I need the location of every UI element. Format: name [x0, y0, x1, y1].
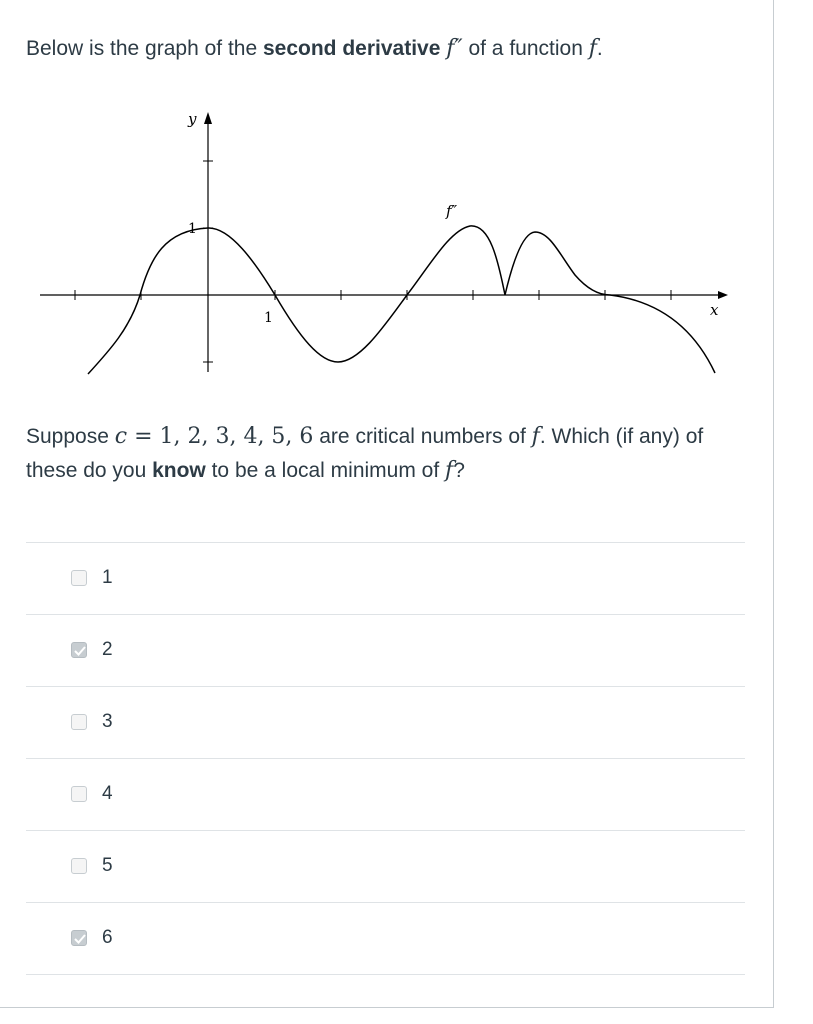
answer-checkbox-5[interactable] [71, 858, 87, 874]
math-f: f [531, 424, 540, 449]
answer-option-5[interactable] [26, 830, 745, 902]
math-c: c [114, 424, 128, 449]
answer-option-6[interactable] [26, 902, 745, 975]
y-tick-label-1: 1 [188, 221, 197, 237]
question-text-part: are critical numbers of [313, 425, 532, 448]
answer-option-1[interactable] [26, 542, 745, 614]
math-f: f [445, 458, 454, 483]
answer-label-5: 5 [102, 855, 113, 876]
x-axis-label: x [710, 301, 719, 319]
question-text-part: . Which (if any) of these do you [26, 425, 704, 482]
math-values: = 1, 2, 3, 4, 5, 6 [127, 424, 314, 449]
curve-label: f″ [446, 202, 458, 220]
prompt-bold-text: second derivative [262, 37, 441, 60]
prompt-text: Below is the graph of the [26, 37, 263, 60]
prompt-period: . [596, 37, 603, 60]
math-f-double-prime: f″ [446, 36, 463, 61]
answer-label-6: 6 [102, 927, 113, 948]
x-tick-label-1: 1 [264, 310, 273, 326]
question-bold-know: know [152, 459, 206, 482]
second-derivative-graph [30, 100, 740, 390]
answer-checkbox-2[interactable] [71, 642, 87, 658]
answer-checkbox-6[interactable] [71, 930, 87, 946]
answer-list [26, 542, 745, 975]
answer-label-2: 2 [102, 639, 113, 660]
question-text [26, 420, 756, 488]
answer-option-4[interactable] [26, 758, 745, 830]
question-text-part: to be a local minimum of [205, 459, 446, 482]
f-double-prime-curve [88, 226, 715, 374]
checkmark-icon [73, 644, 87, 658]
answer-label-1: 1 [102, 567, 113, 588]
x-axis-arrow [718, 291, 728, 299]
math-f: f [588, 36, 597, 61]
answer-label-4: 4 [102, 783, 113, 804]
y-axis-label: y [188, 110, 197, 128]
answer-option-2[interactable] [26, 614, 745, 686]
question-text-part: Suppose [26, 425, 115, 448]
answer-option-3[interactable] [26, 686, 745, 758]
answer-label-3: 3 [102, 711, 113, 732]
question-prompt [26, 34, 603, 64]
answer-checkbox-4[interactable] [71, 786, 87, 802]
y-axis-arrow [204, 112, 212, 124]
question-text-part: ? [453, 459, 465, 482]
answer-checkbox-1[interactable] [71, 570, 87, 586]
answer-checkbox-3[interactable] [71, 714, 87, 730]
prompt-text: of a function [462, 37, 589, 60]
checkmark-icon [73, 932, 87, 946]
